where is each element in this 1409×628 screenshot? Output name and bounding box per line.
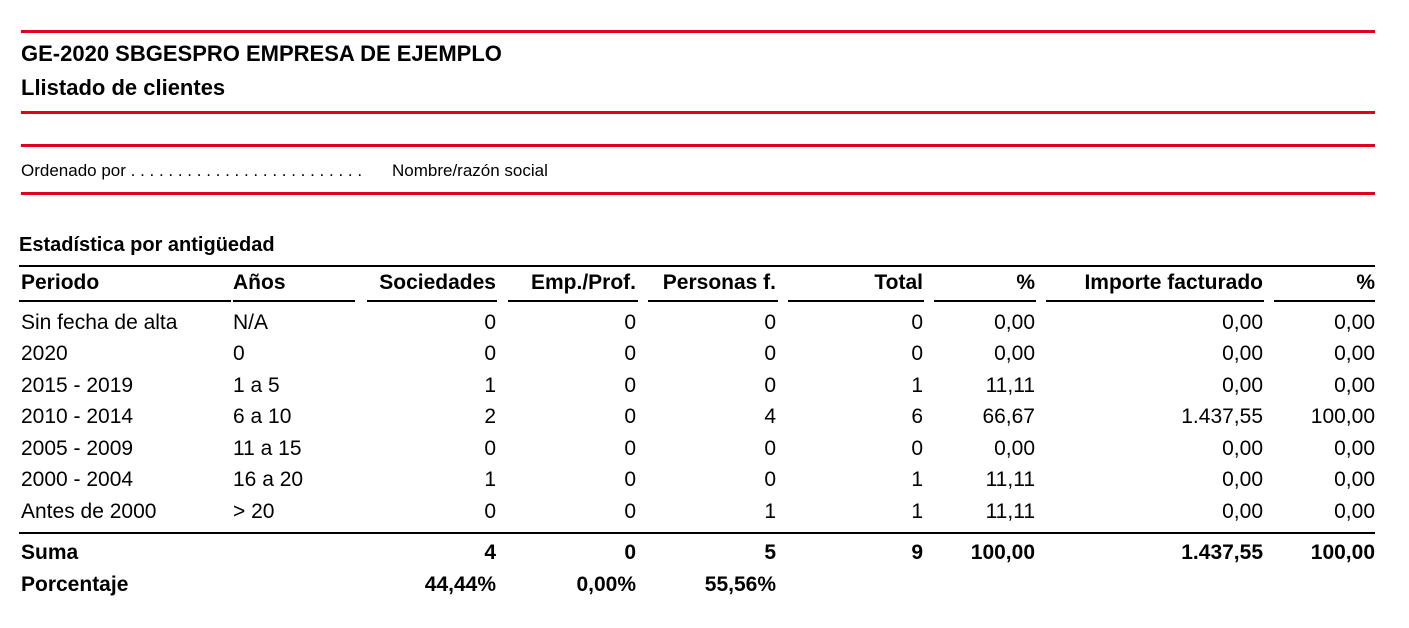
table-cell-billed-percent: 0,00 [1334, 342, 1375, 365]
percentage-cell-individuals: 55,56% [704, 573, 776, 596]
percentage-cell-professionals: 0,00% [576, 573, 636, 596]
table-cell-total: 0 [911, 437, 923, 460]
table-cell-professionals: 0 [624, 500, 636, 523]
company-name: GE-2020 SBGESPRO EMPRESA DE EJEMPLO [21, 41, 502, 66]
table-cell-total: 6 [911, 405, 923, 428]
column-header-professionals: Emp./Prof. [530, 271, 636, 294]
column-header-underline [1274, 300, 1375, 302]
table-cell-billed-percent: 100,00 [1310, 405, 1375, 428]
table-cell-period: Sin fecha de alta [21, 311, 178, 334]
table-cell-companies: 2 [484, 405, 496, 428]
table-cell-professionals: 0 [624, 374, 636, 397]
header-bottom-rule [21, 111, 1375, 114]
table-cell-period: 2010 - 2014 [21, 405, 134, 428]
sum-cell-professionals: 0 [624, 541, 636, 564]
table-cell-billed-percent: 0,00 [1334, 468, 1375, 491]
column-header-billed-amount: Importe facturado [1084, 271, 1263, 294]
column-header-underline [788, 300, 924, 302]
percentage-cell-companies: 44,44% [424, 573, 496, 596]
table-cell-years: 6 a 10 [233, 405, 292, 428]
column-header-underline [934, 300, 1036, 302]
column-header-total: Total [874, 271, 923, 294]
sort-top-rule [21, 144, 1375, 147]
table-cell-period: 2020 [21, 342, 68, 365]
table-cell-professionals: 0 [624, 311, 636, 334]
table-top-rule [19, 265, 1375, 267]
table-cell-billed-percent: 0,00 [1334, 311, 1375, 334]
table-cell-years: 0 [233, 342, 245, 365]
sum-cell-period: Suma [21, 541, 79, 564]
column-header-years: Años [233, 271, 286, 294]
column-header-percent: % [1016, 271, 1035, 294]
table-cell-billed-amount: 0,00 [1222, 437, 1263, 460]
sort-bottom-rule [21, 192, 1375, 195]
table-cell-total: 1 [911, 500, 923, 523]
table-cell-percent: 0,00 [994, 437, 1035, 460]
table-cell-percent: 0,00 [994, 311, 1035, 334]
table-cell-years: 1 a 5 [233, 374, 280, 397]
column-header-underline [1046, 300, 1264, 302]
table-cell-billed-amount: 0,00 [1222, 342, 1263, 365]
column-header-billed-percent: % [1356, 271, 1375, 294]
sum-cell-total: 9 [911, 541, 923, 564]
report-title: Llistado de clientes [21, 75, 226, 100]
table-cell-percent: 11,11 [985, 468, 1035, 491]
table-cell-individuals: 4 [764, 405, 776, 428]
table-cell-percent: 0,00 [994, 342, 1035, 365]
table-cell-period: 2005 - 2009 [21, 437, 134, 460]
table-cell-billed-amount: 0,00 [1222, 374, 1263, 397]
percentage-cell-period: Porcentaje [21, 573, 129, 596]
table-cell-percent: 66,67 [982, 405, 1035, 428]
column-header-underline [19, 300, 231, 302]
table-sum-rule [19, 532, 1375, 534]
table-cell-companies: 0 [484, 437, 496, 460]
sum-cell-billed-percent: 100,00 [1310, 541, 1375, 564]
sum-cell-billed-amount: 1.437,55 [1181, 541, 1263, 564]
column-header-underline [648, 300, 778, 302]
table-cell-billed-percent: 0,00 [1334, 374, 1375, 397]
sort-value: Nombre/razón social [392, 161, 548, 180]
column-header-companies: Sociedades [379, 271, 496, 294]
sum-cell-companies: 4 [484, 541, 496, 564]
table-cell-years: 16 a 20 [233, 468, 304, 491]
table-cell-years: 11 a 15 [233, 437, 302, 460]
table-cell-total: 1 [911, 374, 923, 397]
sum-cell-individuals: 5 [764, 541, 776, 564]
table-cell-percent: 11,11 [985, 500, 1035, 523]
table-cell-period: 2015 - 2019 [21, 374, 134, 397]
table-cell-companies: 1 [484, 374, 496, 397]
table-cell-total: 1 [911, 468, 923, 491]
table-cell-period: Antes de 2000 [21, 500, 157, 523]
table-cell-billed-amount: 1.437,55 [1181, 405, 1263, 428]
header-top-rule [21, 30, 1375, 33]
table-cell-billed-percent: 0,00 [1334, 500, 1375, 523]
column-header-period: Periodo [21, 271, 100, 294]
table-cell-individuals: 0 [764, 468, 776, 491]
column-header-individuals: Personas f. [662, 271, 776, 294]
sum-cell-percent: 100,00 [970, 541, 1035, 564]
column-header-underline [367, 300, 497, 302]
table-cell-companies: 0 [484, 500, 496, 523]
section-title: Estadística por antigüedad [19, 234, 275, 256]
table-cell-companies: 1 [484, 468, 496, 491]
table-cell-billed-amount: 0,00 [1222, 500, 1263, 523]
table-cell-professionals: 0 [624, 468, 636, 491]
table-cell-billed-amount: 0,00 [1222, 468, 1263, 491]
table-cell-billed-percent: 0,00 [1334, 437, 1375, 460]
table-cell-individuals: 0 [764, 374, 776, 397]
table-cell-professionals: 0 [624, 437, 636, 460]
table-cell-total: 0 [911, 342, 923, 365]
table-cell-individuals: 0 [764, 437, 776, 460]
table-cell-percent: 11,11 [985, 374, 1035, 397]
sort-label: Ordenado por . . . . . . . . . . . . . . . . . . . . . . . . . [21, 161, 363, 180]
table-cell-individuals: 1 [764, 500, 776, 523]
table-cell-individuals: 0 [764, 342, 776, 365]
table-cell-individuals: 0 [764, 311, 776, 334]
table-cell-years: > 20 [233, 500, 275, 523]
table-cell-companies: 0 [484, 311, 496, 334]
table-cell-professionals: 0 [624, 405, 636, 428]
table-cell-period: 2000 - 2004 [21, 468, 134, 491]
table-cell-total: 0 [911, 311, 923, 334]
column-header-underline [508, 300, 638, 302]
table-cell-companies: 0 [484, 342, 496, 365]
table-cell-billed-amount: 0,00 [1222, 311, 1263, 334]
table-cell-years: N/A [233, 311, 269, 334]
column-header-underline [233, 300, 355, 302]
table-cell-professionals: 0 [624, 342, 636, 365]
